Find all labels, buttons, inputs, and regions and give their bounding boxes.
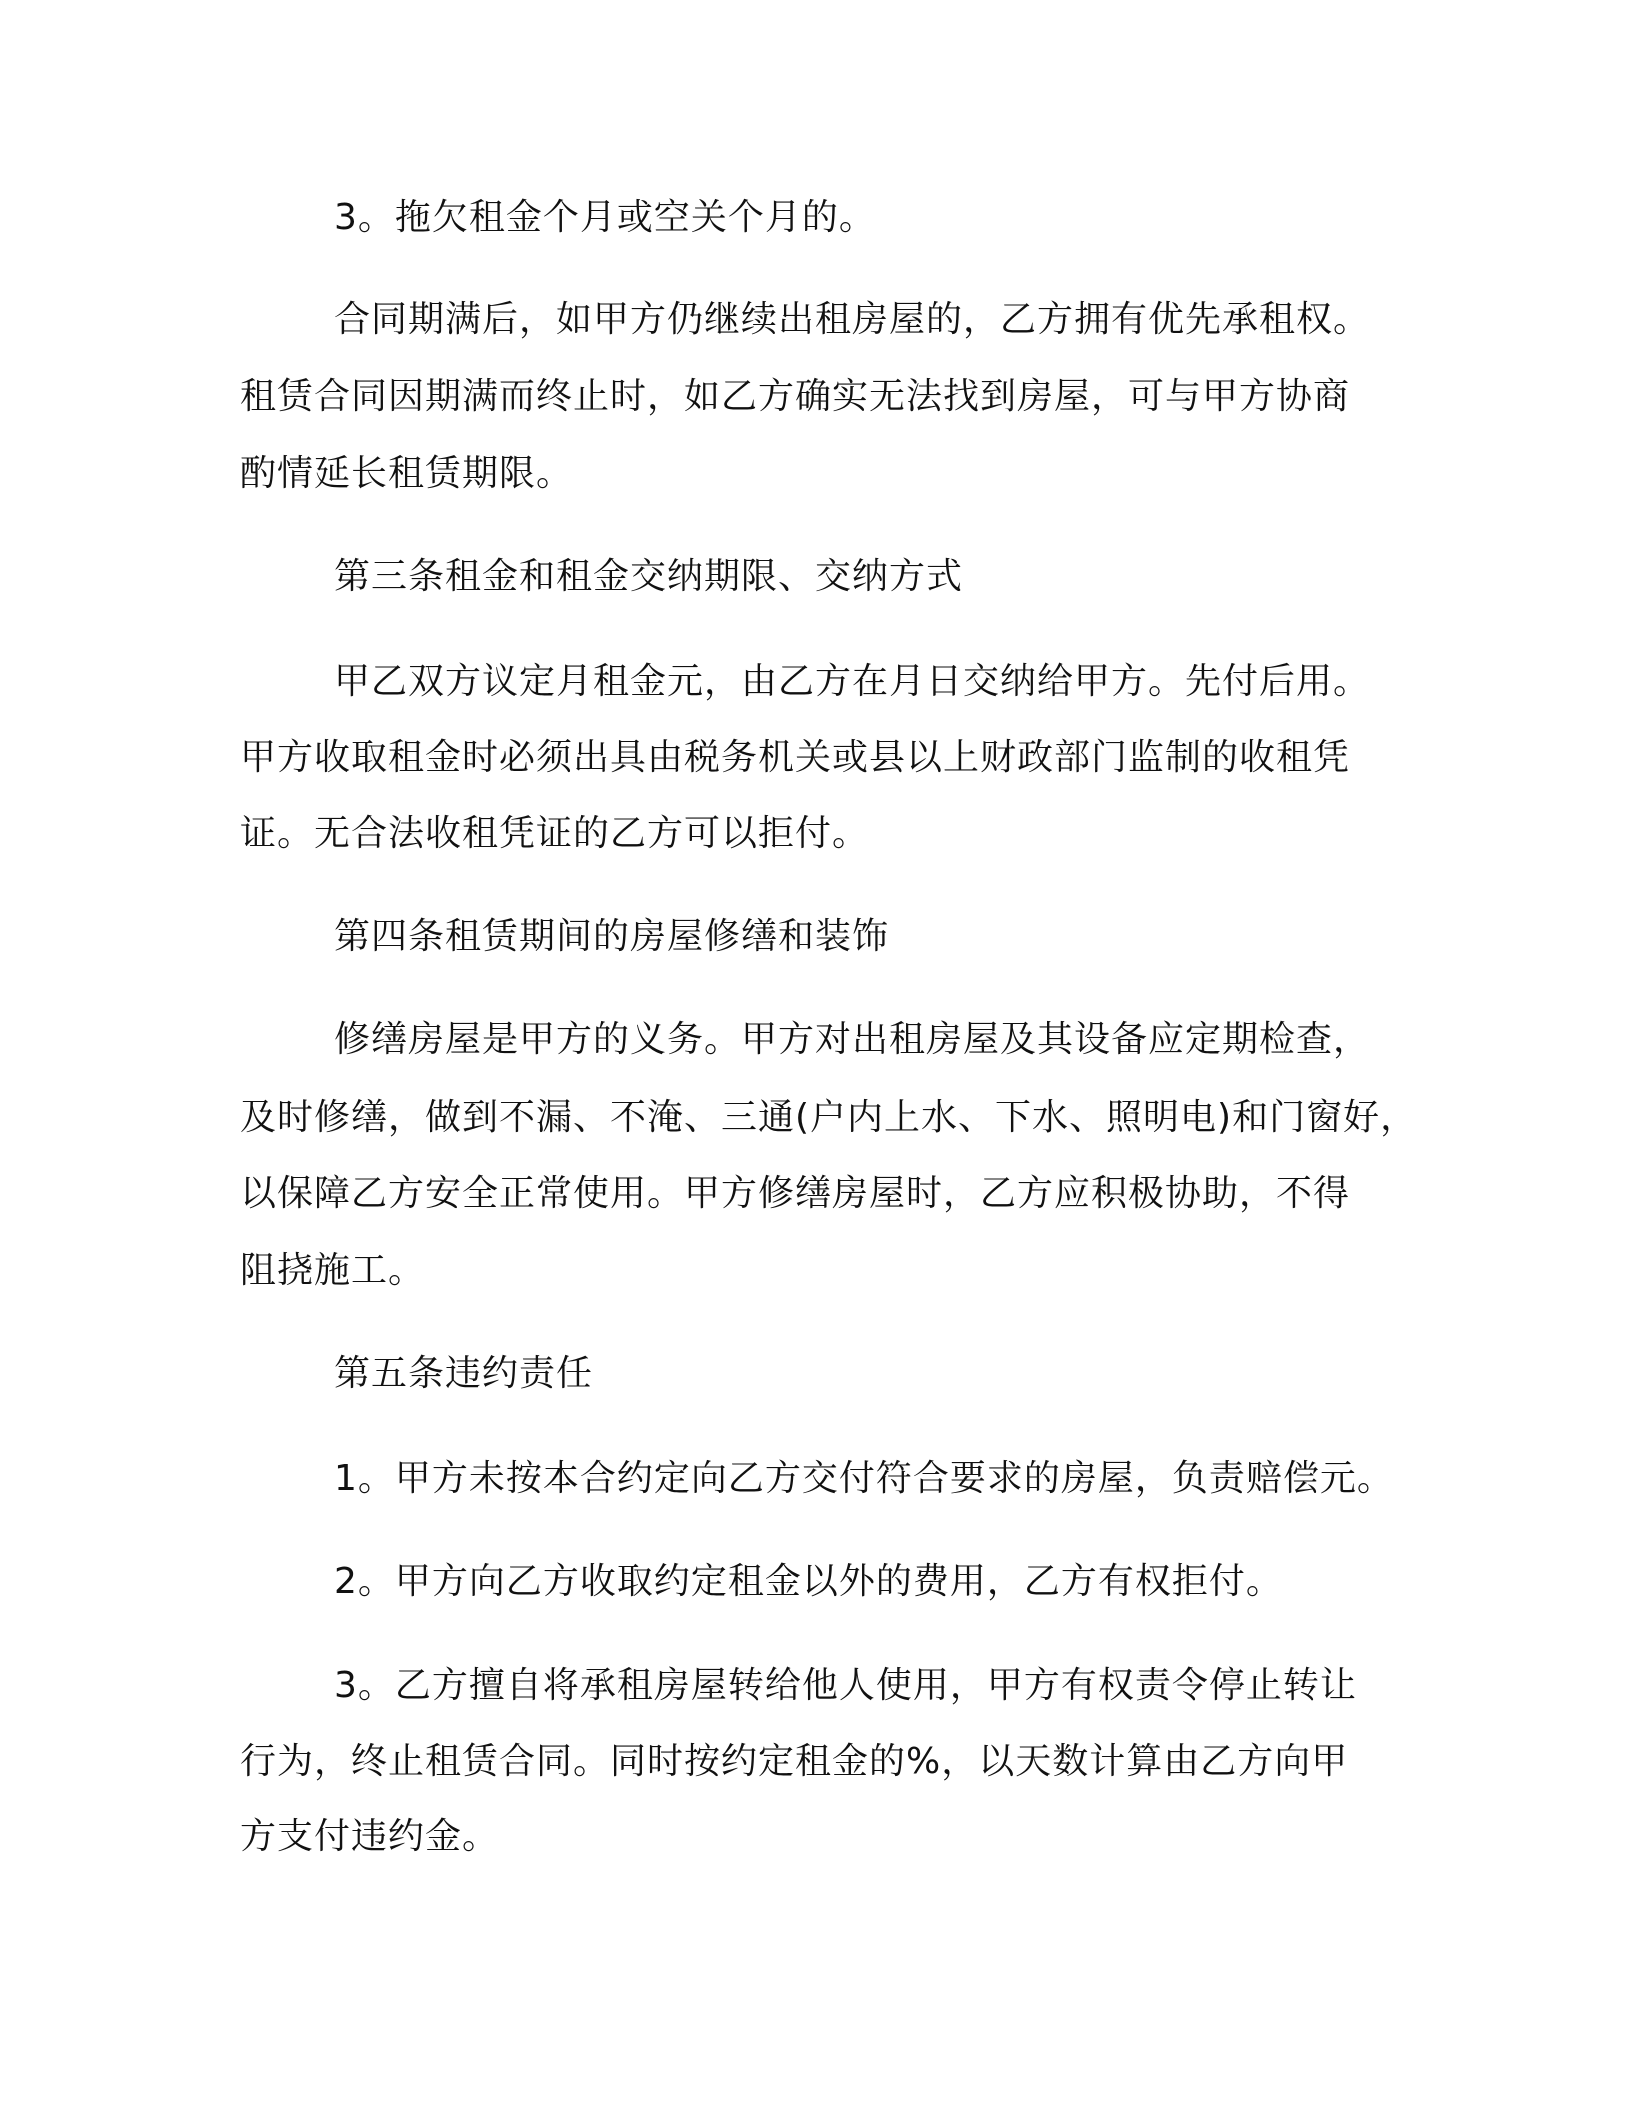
liability-item-3-line-1: 3。乙方擅自将承租房屋转给他人使用，甲方有权责令停止转让 <box>334 1665 1357 1706</box>
article-4-heading: 第四条租赁期间的房屋修缮和装饰 <box>334 916 890 957</box>
paragraph-repair-line-2: 及时修缮，做到不漏、不淹、三通(户内上水、下水、照明电)和门窗好， <box>240 1097 1418 1138</box>
article-5-heading: 第五条违约责任 <box>334 1353 594 1394</box>
paragraph-rent-line-1: 甲乙双方议定月租金元，由乙方在月日交纳给甲方。先付后用。 <box>334 661 1371 702</box>
paragraph-repair-line-1: 修缮房屋是甲方的义务。甲方对出租房屋及其设备应定期检查， <box>334 1019 1371 1060</box>
paragraph-rent-line-3: 证。无合法收租凭证的乙方可以拒付。 <box>240 813 870 854</box>
paragraph-repair-line-3: 以保障乙方安全正常使用。甲方修缮房屋时，乙方应积极协助，不得 <box>240 1173 1351 1214</box>
liability-item-3-line-3: 方支付违约金。 <box>240 1816 500 1857</box>
paragraph-renewal-line-2: 租赁合同因期满而终止时，如乙方确实无法找到房屋，可与甲方协商 <box>240 376 1351 417</box>
liability-item-1: 1。甲方未按本合约定向乙方交付符合要求的房屋，负责赔偿元。 <box>334 1458 1394 1499</box>
article-3-heading: 第三条租金和租金交纳期限、交纳方式 <box>334 556 964 597</box>
paragraph-repair-line-4: 阻挠施工。 <box>240 1250 426 1291</box>
clause-item-3-arrears: 3。拖欠租金个月或空关个月的。 <box>334 197 876 238</box>
paragraph-rent-line-2: 甲方收取租金时必须出具由税务机关或县以上财政部门监制的收租凭 <box>240 737 1351 778</box>
paragraph-renewal-line-1: 合同期满后，如甲方仍继续出租房屋的，乙方拥有优先承租权。 <box>334 299 1371 340</box>
liability-item-2: 2。甲方向乙方收取约定租金以外的费用，乙方有权拒付。 <box>334 1561 1283 1602</box>
liability-item-3-line-2: 行为，终止租赁合同。同时按约定租金的%，以天数计算由乙方向甲 <box>240 1741 1349 1782</box>
paragraph-renewal-line-3: 酌情延长租赁期限。 <box>240 453 574 494</box>
